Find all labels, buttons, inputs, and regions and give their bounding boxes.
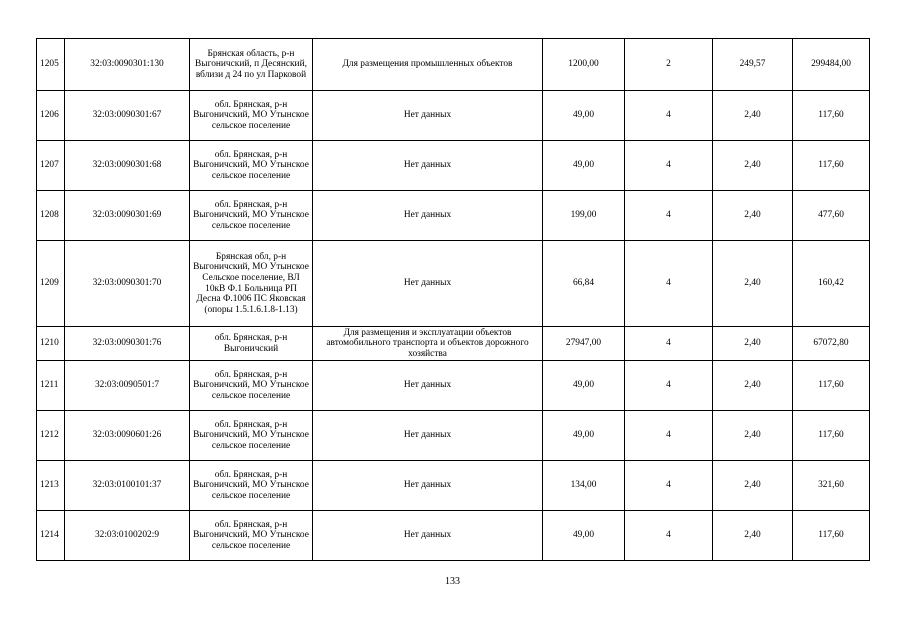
row-number-cell: 1209 bbox=[37, 241, 65, 327]
table-row bbox=[37, 141, 870, 191]
cadastral-number-cell: 32:03:0090501:7 bbox=[65, 361, 190, 411]
table-row bbox=[37, 191, 870, 241]
rate-cell: 249,57 bbox=[713, 39, 793, 91]
area-cell: 1200,00 bbox=[543, 39, 625, 91]
cadastral-value-cell: 321,60 bbox=[793, 461, 870, 511]
area-cell: 27947,00 bbox=[543, 327, 625, 361]
cadastral-value-cell: 117,60 bbox=[793, 91, 870, 141]
row-number-cell: 1208 bbox=[37, 191, 65, 241]
area-cell: 66,84 bbox=[543, 241, 625, 327]
cadastral-value-cell: 299484,00 bbox=[793, 39, 870, 91]
land-use-purpose-cell: Для размещения промышленных объектов bbox=[313, 39, 543, 91]
area-cell: 134,00 bbox=[543, 461, 625, 511]
row-number-cell: 1207 bbox=[37, 141, 65, 191]
land-use-purpose-cell: Нет данных bbox=[313, 361, 543, 411]
address-cell: обл. Брянская, р-н Выгоничский, МО Утынское сельское поселение bbox=[190, 461, 313, 511]
rate-cell: 2,40 bbox=[713, 461, 793, 511]
table-row bbox=[37, 361, 870, 411]
table-row bbox=[37, 461, 870, 511]
cadastral-number-cell: 32:03:0090301:76 bbox=[65, 327, 190, 361]
address-cell: обл. Брянская, р-н Выгоничский, МО Утынское сельское поселение bbox=[190, 511, 313, 561]
row-number-cell: 1210 bbox=[37, 327, 65, 361]
land-use-purpose-cell: Нет данных bbox=[313, 511, 543, 561]
land-use-purpose-cell: Нет данных bbox=[313, 461, 543, 511]
address-cell: обл. Брянская, р-н Выгоничский, МО Утынское сельское поселение bbox=[190, 91, 313, 141]
row-number-cell: 1214 bbox=[37, 511, 65, 561]
address-cell: обл. Брянская, р-н Выгоничский, МО Утынское сельское поселение bbox=[190, 191, 313, 241]
area-cell: 49,00 bbox=[543, 511, 625, 561]
address-cell: обл. Брянская, р-н Выгоничский, МО Утынское сельское поселение bbox=[190, 411, 313, 461]
rate-cell: 2,40 bbox=[713, 141, 793, 191]
cadastral-number-cell: 32:03:0090301:70 bbox=[65, 241, 190, 327]
address-cell: Брянская область, р-н Выгоничский, п Десянский, вблизи д 24 по ул Парковой bbox=[190, 39, 313, 91]
area-cell: 49,00 bbox=[543, 411, 625, 461]
land-use-purpose-cell: Нет данных bbox=[313, 411, 543, 461]
rate-cell: 2,40 bbox=[713, 511, 793, 561]
cadastral-number-cell: 32:03:0100101:37 bbox=[65, 461, 190, 511]
table-row bbox=[37, 327, 870, 361]
address-cell: Брянская обл, р-н Выгоничский, МО Утынское Сельское поселение, ВЛ 10кВ Ф.1 Больница РП Десна Ф.1006 ПС Яковская (опоры 1.5.1.6.1.8-1.13) bbox=[190, 241, 313, 327]
table-row bbox=[37, 511, 870, 561]
table-row bbox=[37, 241, 870, 327]
cadastral-value-cell: 117,60 bbox=[793, 411, 870, 461]
cadastral-value-cell: 160,42 bbox=[793, 241, 870, 327]
land-use-purpose-cell: Нет данных bbox=[313, 241, 543, 327]
row-number-cell: 1211 bbox=[37, 361, 65, 411]
table-body bbox=[37, 39, 870, 561]
cadastral-number-cell: 32:03:0100202:9 bbox=[65, 511, 190, 561]
land-use-purpose-cell: Нет данных bbox=[313, 191, 543, 241]
land-use-purpose-cell: Нет данных bbox=[313, 141, 543, 191]
cadastral-value-cell: 117,60 bbox=[793, 511, 870, 561]
cadastral-number-cell: 32:03:0090301:68 bbox=[65, 141, 190, 191]
page-number: 133 bbox=[445, 576, 460, 587]
cadastral-value-cell: 117,60 bbox=[793, 141, 870, 191]
table-row bbox=[37, 411, 870, 461]
cadastral-number-cell: 32:03:0090601:26 bbox=[65, 411, 190, 461]
rate-cell: 2,40 bbox=[713, 411, 793, 461]
rate-cell: 2,40 bbox=[713, 91, 793, 141]
cadastral-value-cell: 117,60 bbox=[793, 361, 870, 411]
group-code-cell: 4 bbox=[625, 327, 713, 361]
group-code-cell: 4 bbox=[625, 91, 713, 141]
row-number-cell: 1205 bbox=[37, 39, 65, 91]
area-cell: 49,00 bbox=[543, 141, 625, 191]
group-code-cell: 4 bbox=[625, 461, 713, 511]
rate-cell: 2,40 bbox=[713, 327, 793, 361]
rate-cell: 2,40 bbox=[713, 361, 793, 411]
row-number-cell: 1206 bbox=[37, 91, 65, 141]
land-parcels-table bbox=[36, 38, 870, 561]
cadastral-value-cell: 477,60 bbox=[793, 191, 870, 241]
address-cell: обл. Брянская, р-н Выгоничский, МО Утынское сельское поселение bbox=[190, 141, 313, 191]
address-cell: обл. Брянская, р-н Выгоничский, МО Утынское сельское поселение bbox=[190, 361, 313, 411]
group-code-cell: 4 bbox=[625, 191, 713, 241]
row-number-cell: 1213 bbox=[37, 461, 65, 511]
land-use-purpose-cell: Нет данных bbox=[313, 91, 543, 141]
rate-cell: 2,40 bbox=[713, 191, 793, 241]
land-use-purpose-cell: Для размещения и эксплуатации объектов автомобильного транспорта и объектов дорожного хозяйства bbox=[313, 327, 543, 361]
cadastral-number-cell: 32:03:0090301:69 bbox=[65, 191, 190, 241]
table-row bbox=[37, 39, 870, 91]
table-row bbox=[37, 91, 870, 141]
group-code-cell: 4 bbox=[625, 241, 713, 327]
group-code-cell: 4 bbox=[625, 141, 713, 191]
cadastral-number-cell: 32:03:0090301:130 bbox=[65, 39, 190, 91]
address-cell: обл. Брянская, р-н Выгоничский bbox=[190, 327, 313, 361]
group-code-cell: 4 bbox=[625, 411, 713, 461]
group-code-cell: 2 bbox=[625, 39, 713, 91]
row-number-cell: 1212 bbox=[37, 411, 65, 461]
group-code-cell: 4 bbox=[625, 361, 713, 411]
group-code-cell: 4 bbox=[625, 511, 713, 561]
area-cell: 199,00 bbox=[543, 191, 625, 241]
area-cell: 49,00 bbox=[543, 91, 625, 141]
cadastral-number-cell: 32:03:0090301:67 bbox=[65, 91, 190, 141]
rate-cell: 2,40 bbox=[713, 241, 793, 327]
area-cell: 49,00 bbox=[543, 361, 625, 411]
cadastral-value-cell: 67072,80 bbox=[793, 327, 870, 361]
